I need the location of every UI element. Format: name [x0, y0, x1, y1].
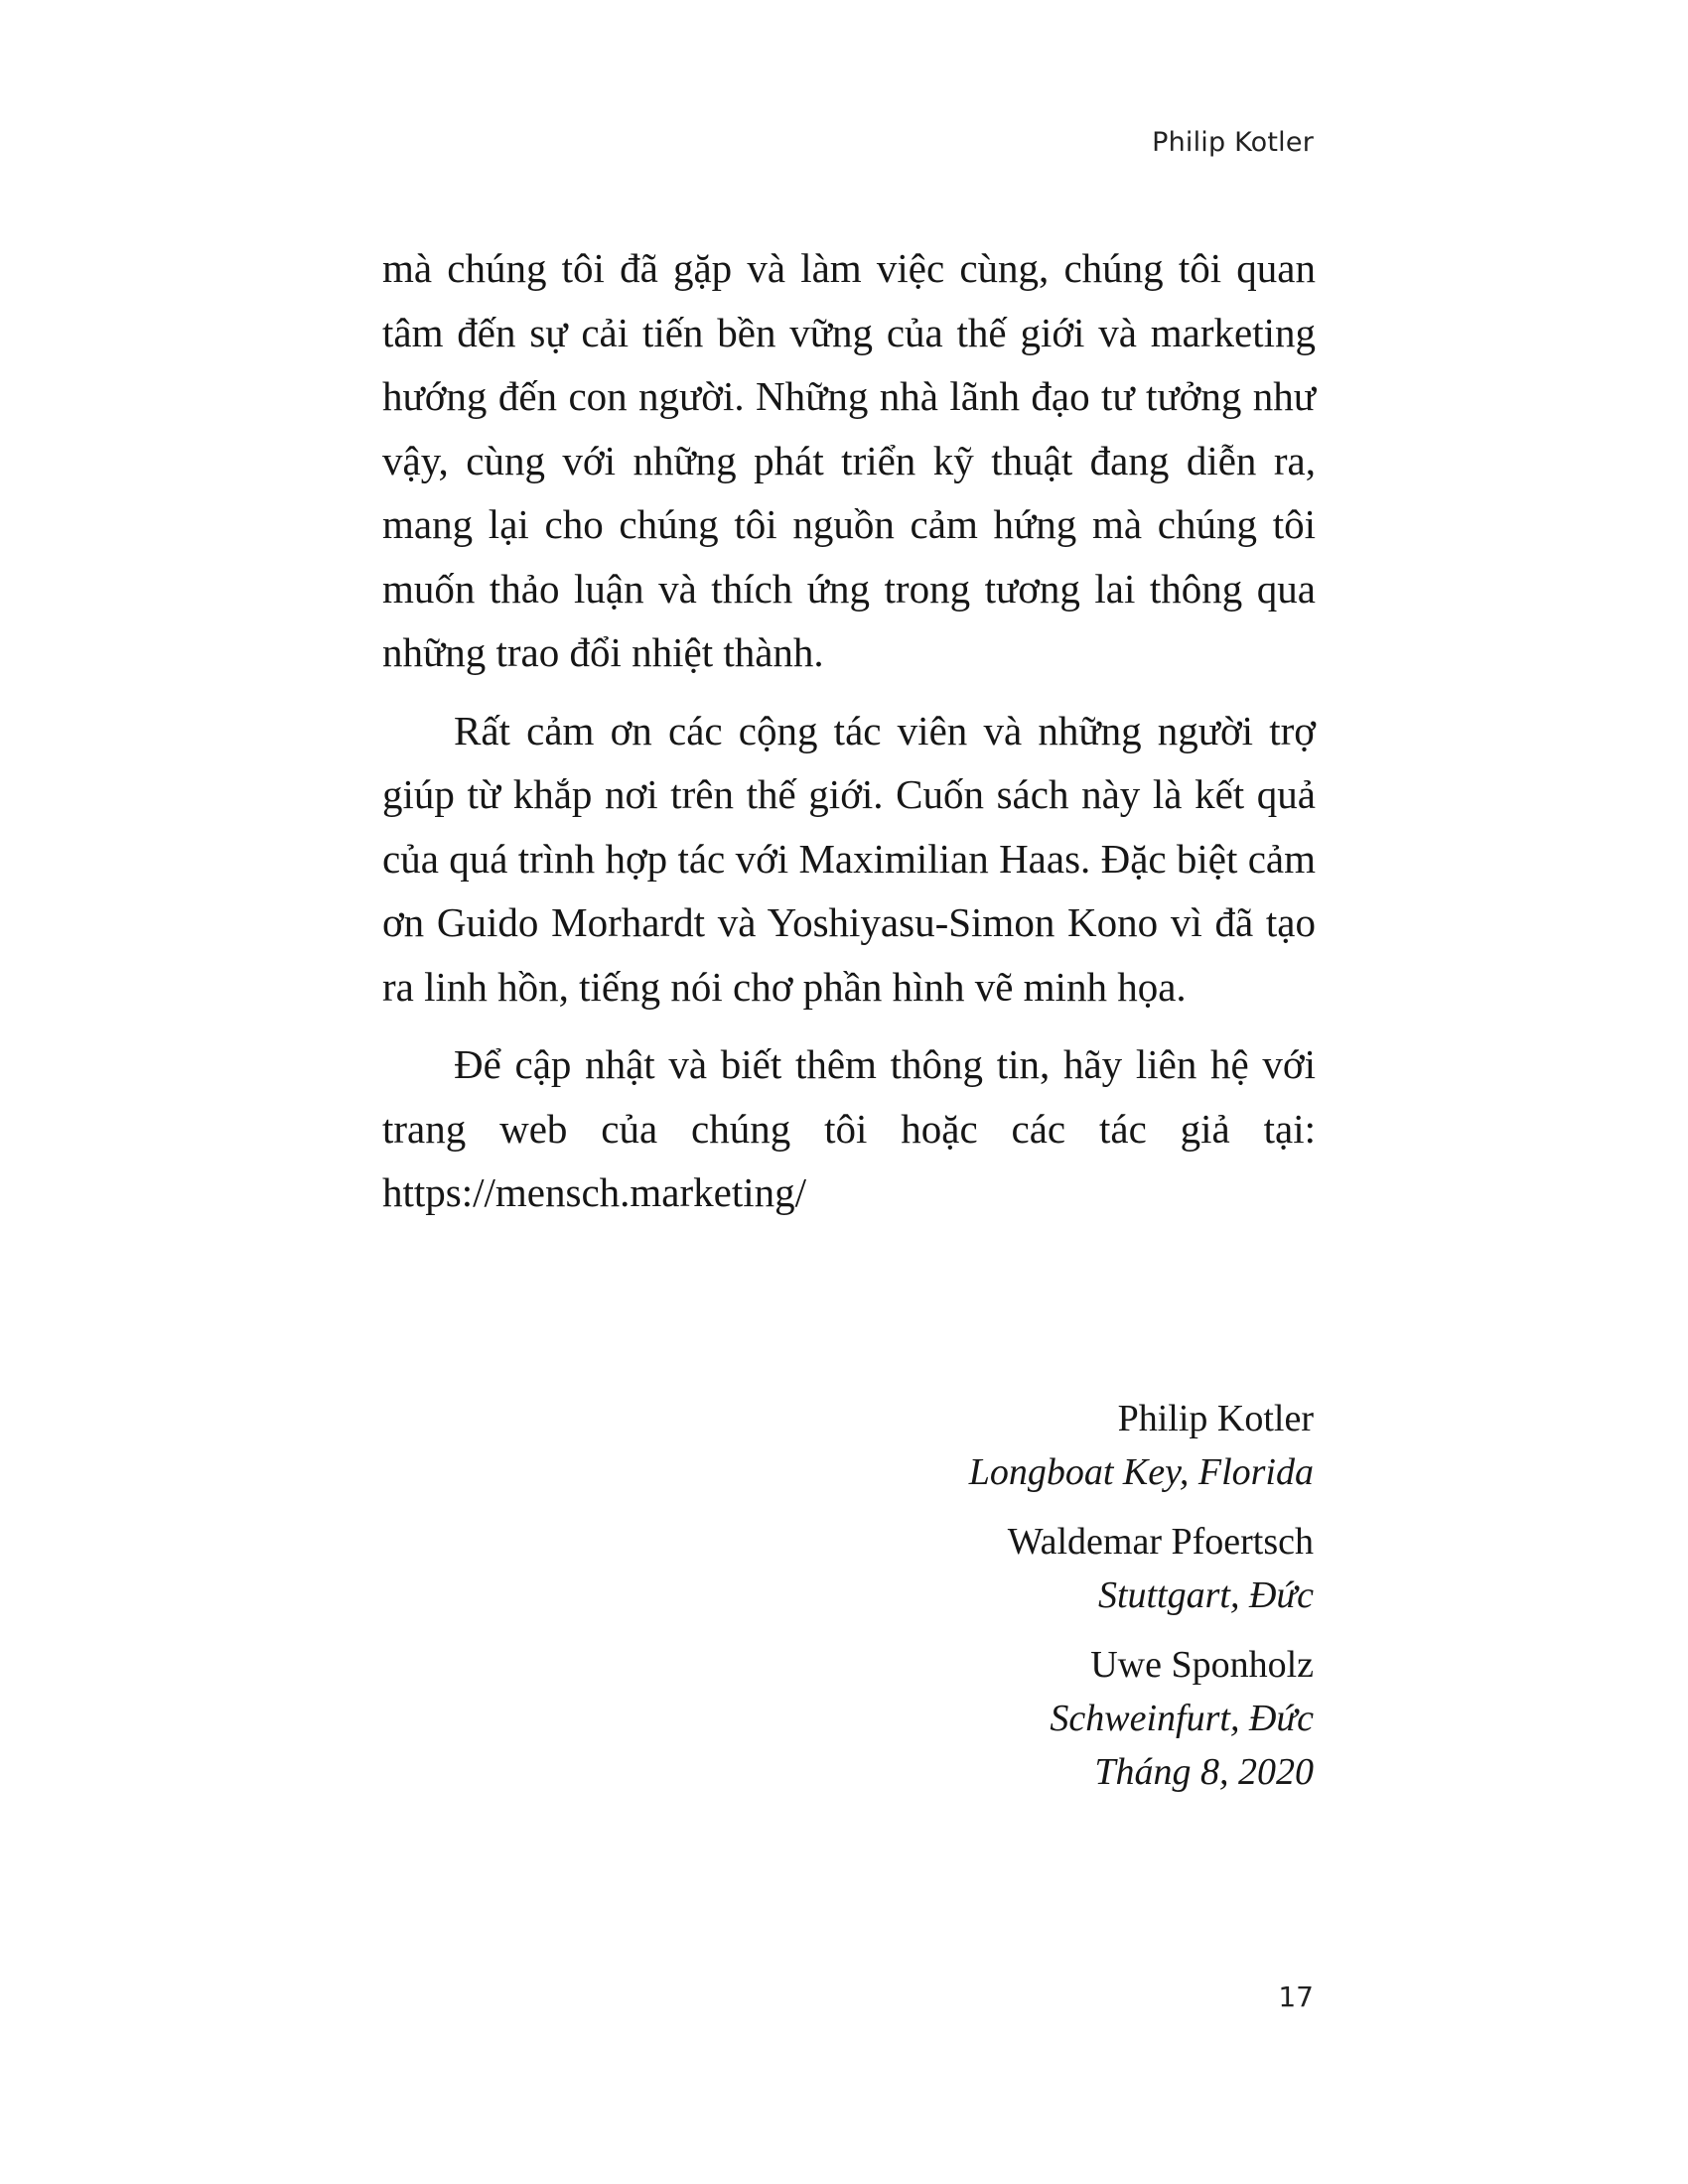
paragraph: mà chúng tôi đã gặp và làm việc cùng, chúng tôi quan tâm đến sự cải tiến bền vững của thế giới và marketing hướng đến con người. Những nhà lãnh đạo tư tưởng như vậy, cùng với những phát triển kỹ thuật đang diễn ra, mang lại cho chúng tôi nguồn cảm hứng mà chúng tôi muốn thảo luận và thích ứng trong tương lai thông qua những trao đổi nhiệt thành. [382, 245, 1316, 675]
author-place: Stuttgart, Đức [1097, 1574, 1314, 1616]
author-name: Waldemar Pfoertsch [1007, 1521, 1314, 1563]
signature [969, 1638, 1314, 1799]
author-place: Longboat Key, Florida [968, 1451, 1314, 1493]
page-number: 17 [1278, 1980, 1314, 2013]
author-name: Uwe Sponholz [1090, 1644, 1314, 1686]
author-name: Philip Kotler [1117, 1398, 1314, 1439]
paragraph: Rất cảm ơn các cộng tác viên và những người trợ giúp từ khắp nơi trên thế giới. Cuốn sách này là kết quả của quá trình hợp tác với Maximilian Haas. Đặc biệt cảm ơn Guido Morhardt và Yoshiyasu-Simon Kono vì đã tạo ra linh hồn, tiếng nói chơ phần hình vẽ minh họa. [382, 707, 1316, 1010]
running-header: Philip Kotler [1152, 127, 1314, 158]
signature [969, 1392, 1314, 1499]
author-place: Schweinfurt, Đức [1050, 1698, 1314, 1739]
signature [969, 1515, 1314, 1622]
signature-date: Tháng 8, 2020 [1094, 1751, 1314, 1793]
body-text [382, 236, 1316, 1239]
signature-block [969, 1392, 1314, 1815]
paragraph: Để cập nhật và biết thêm thông tin, hãy liên hệ với trang web của chúng tôi hoặc các tác giả tại: https://mensch.marketing/ [382, 1041, 1316, 1215]
